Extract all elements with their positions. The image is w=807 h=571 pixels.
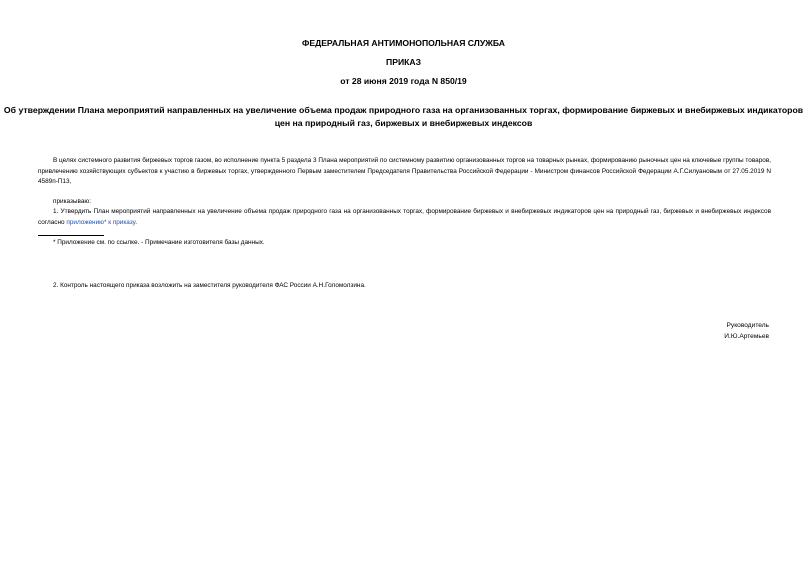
document-title: Об утверждении Плана мероприятий направленных на увеличение объема продаж природного газа на организованных торгах, формирование биржевых и внебиржевых индикаторов цен на природный газ, биржевых и внебиржевых индексов: [3, 105, 804, 128]
item-1-paragraph: [38, 207, 771, 228]
item-2-paragraph: 2. Контроль настоящего приказа возложить на заместителя руководителя ФАС России А.Н.Голомолзина.: [53, 282, 366, 289]
signature-role: Руководитель: [726, 322, 769, 329]
signature-name: И.Ю.Артемьев: [724, 333, 769, 340]
document-date: от 28 июня 2019 года N 850/19: [340, 76, 467, 86]
item-1-text: 1. Утвердить План мероприятий направленных на увеличение объема продаж природного газа на организованных торгах, формирование биржевых и внебиржевых индикаторов цен на природный газ, биржевых и внебиржевых индексов согласно: [38, 208, 771, 226]
order-word: приказываю:: [53, 198, 91, 205]
item-1-end: .: [135, 218, 137, 226]
footnote-divider: [38, 235, 104, 236]
agency-name: ФЕДЕРАЛЬНАЯ АНТИМОНОПОЛЬНАЯ СЛУЖБА: [302, 38, 505, 48]
footnote-text: * Приложение см. по ссылке. - Примечание изготовителя базы данных.: [53, 239, 265, 246]
appendix-link[interactable]: приложению* к приказу: [66, 218, 136, 226]
document-type: ПРИКАЗ: [386, 57, 421, 67]
preamble-paragraph: В целях системного развития биржевых торгов газом, во исполнение пункта 5 раздела 3 Плана мероприятий по системному развитию организованных торгов на товарных рынках, формированию рыночных цен на ключевые группы товаров, привлечению хозяйствующих субъектов к участию в биржевых торгах, утвержденного Первым заместителем Председателя Правительства Российской Федерации - Министром финансов Российской Федерации А.Г.Силуановым от 27.05.2019 N 4589п-П13,: [38, 157, 771, 185]
